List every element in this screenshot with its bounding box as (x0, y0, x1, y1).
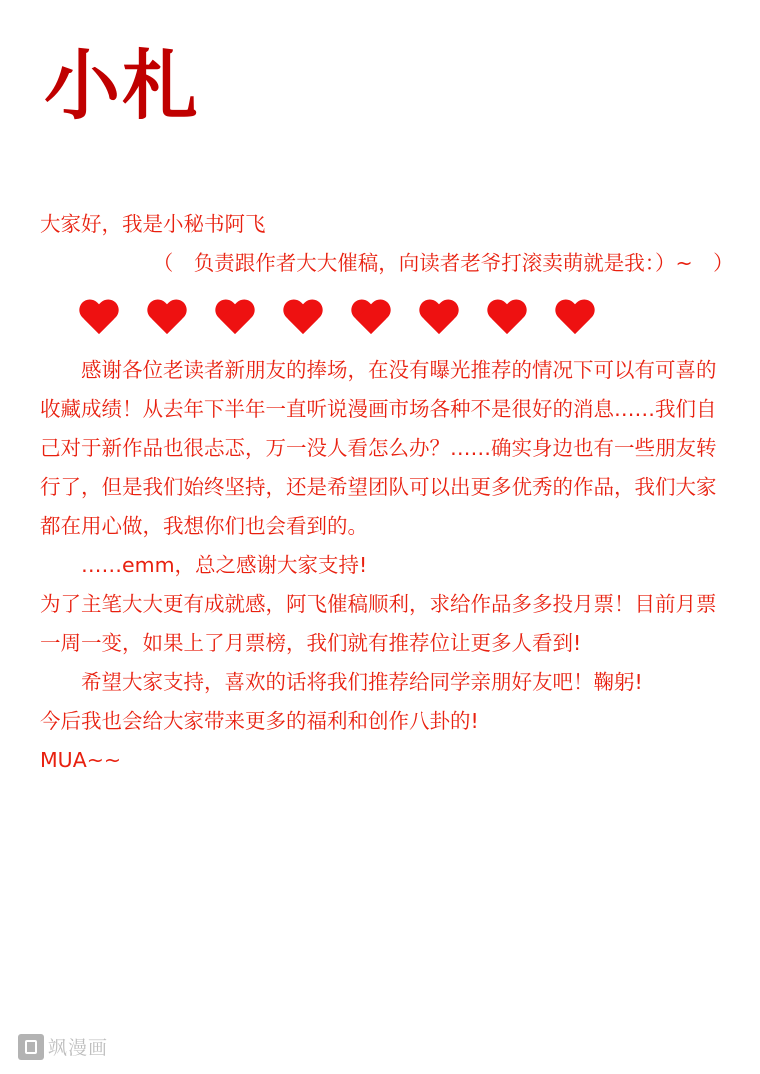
heart-icon (146, 300, 188, 338)
paragraph-future: 今后我也会给大家带来更多的福利和创作八卦的! (40, 709, 479, 733)
paragraph-vote: 为了主笔大大更有成就感，阿飞催稿顺利，求给作品多多投月票！目前月票一周一变，如果上了月票榜，我们就有推荐位让更多人看到! (40, 592, 717, 655)
heart-icon (418, 300, 460, 338)
heart-icon (282, 300, 324, 338)
page-title: 小札 (44, 41, 200, 130)
heart-divider (78, 293, 730, 345)
note-body (40, 205, 734, 780)
book-logo-icon (18, 1034, 44, 1060)
heart-icon (350, 300, 392, 338)
paragraph-mua: MUA~~ (40, 748, 122, 772)
paragraph-greeting: 大家好，我是小秘书阿飞 (40, 212, 266, 236)
watermark-label: 飒漫画 (48, 1037, 109, 1059)
watermark (18, 1033, 108, 1060)
paragraph-greeting-note: （ 负责跟作者大大催稿，向读者老爷打滚卖萌就是我：）~ ） (40, 251, 734, 275)
heart-icon (554, 300, 596, 338)
paragraph-recommend: 希望大家支持，喜欢的话将我们推荐给同学亲朋好友吧！鞠躬! (81, 670, 643, 694)
paragraph-emm: ……emm，总之感谢大家支持! (81, 553, 368, 577)
paragraph-thanks: 感谢各位老读者新朋友的捧场，在没有曝光推荐的情况下可以有可喜的收藏成绩！从去年下半年一直听说漫画市场各种不是很好的消息……我们自己对于新作品也很忐忑，万一没人看怎么办？……确实身边也有一些朋友转行了，但是我们始终坚持，还是希望团队可以出更多优秀的作品，我们大家都在用心做，我想你们也会看到的。 (40, 358, 717, 538)
heart-icon (486, 300, 528, 338)
heart-icon (214, 300, 256, 338)
heart-icon (78, 300, 120, 338)
